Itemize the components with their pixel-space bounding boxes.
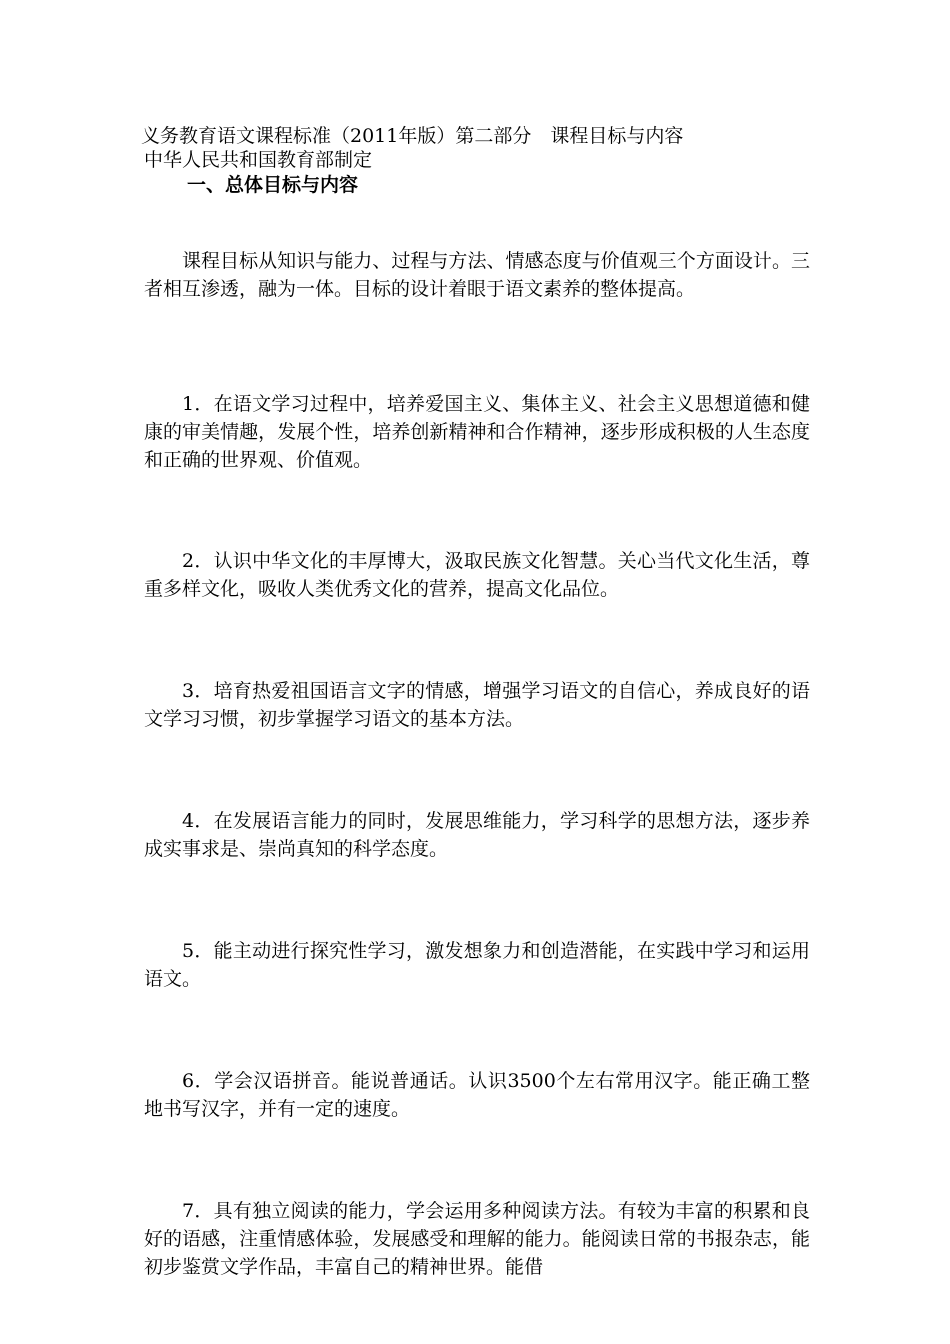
goal-item-7: 7．具有独立阅读的能力，学会运用多种阅读方法。有较为丰富的积累和良好的语感，注重情感体验，发展感受和理解的能力。能阅读日常的书报杂志，能初步鉴赏文学作品，丰富自己的精神世界。能借 — [144, 1200, 810, 1278]
goal-item-4: 4．在发展语言能力的同时，发展思维能力，学习科学的思想方法，逐步养成实事求是、崇尚真知的科学态度。 — [144, 810, 810, 860]
section-heading: 一、总体目标与内容 — [187, 174, 359, 196]
issuer-line: 中华人民共和国教育部制定 — [144, 149, 373, 171]
intro-paragraph: 课程目标从知识与能力、过程与方法、情感态度与价值观三个方面设计。三者相互渗透，融为一体。目标的设计着眼于语文素养的整体提高。 — [144, 250, 810, 300]
goal-item-1: 1．在语文学习过程中，培养爱国主义、集体主义、社会主义思想道德和健康的审美情趣，发展个性，培养创新精神和合作精神，逐步形成积极的人生态度和正确的世界观、价值观。 — [144, 393, 810, 471]
goal-item-2: 2．认识中华文化的丰厚博大，汲取民族文化智慧。关心当代文化生活，尊重多样文化，吸收人类优秀文化的营养，提高文化品位。 — [144, 550, 810, 600]
goal-item-3: 3．培育热爱祖国语言文字的情感，增强学习语文的自信心，养成良好的语文学习习惯，初步掌握学习语文的基本方法。 — [144, 680, 810, 730]
document-title: 义务教育语文课程标准（2011年版）第二部分 课程目标与内容 — [141, 125, 684, 147]
goal-item-6: 6．学会汉语拼音。能说普通话。认识3500个左右常用汉字。能正确工整地书写汉字，并有一定的速度。 — [144, 1070, 810, 1120]
goal-item-5: 5．能主动进行探究性学习，激发想象力和创造潜能，在实践中学习和运用语文。 — [144, 940, 810, 990]
document-body — [141, 124, 810, 1281]
